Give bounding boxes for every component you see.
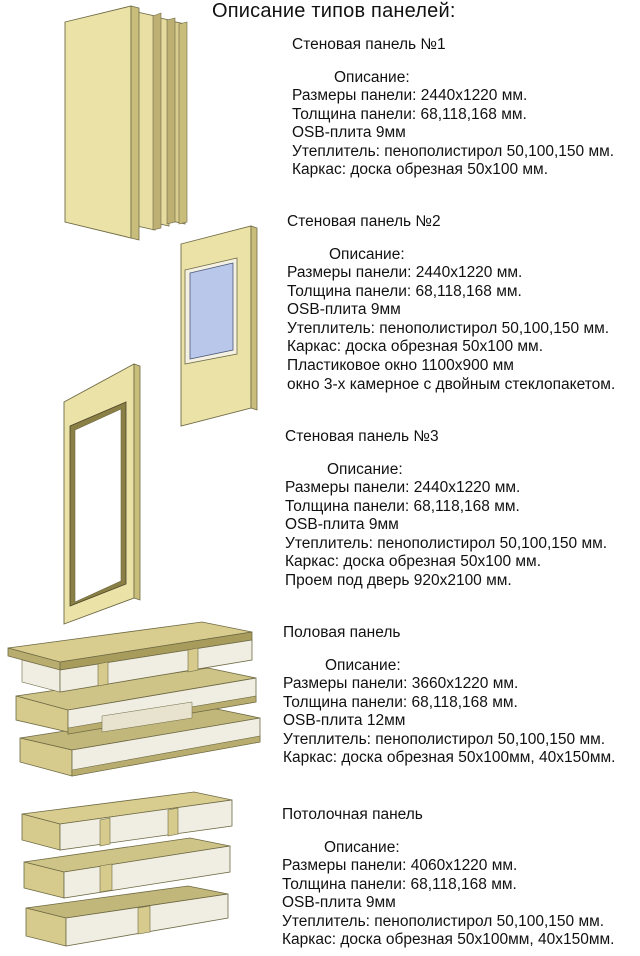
description-label: Описание:	[325, 657, 401, 674]
spec-line: Размеры панели: 2440x1220 мм.	[292, 87, 528, 104]
spec-line: Утеплитель: пенополистирол 50,100,150 мм.	[287, 319, 610, 337]
spec-line: Пластиковое окно 1100x900 мм	[287, 356, 514, 374]
spec-line: Размеры панели: 2440x1220 мм.	[287, 264, 523, 281]
ceiling-panel-illustration	[18, 790, 248, 950]
wall-panel-3-illustration	[60, 362, 150, 630]
spec-line: Размеры панели: 2440x1220 мм.	[285, 479, 521, 496]
spec-line: Толщина панели: 68,118,168 мм.	[285, 497, 520, 515]
spec-line: Каркас: доска обрезная 50x100 мм.	[287, 338, 543, 356]
spec-line: Утеплитель: пенополистирол 50,100,150 мм.	[282, 912, 605, 930]
spec-line: Каркас: доска обрезная 50x100мм, 40x150мм.	[282, 931, 615, 949]
section-title: Половая панель	[283, 624, 401, 641]
spec-line: OSB-плита 12мм	[283, 712, 406, 730]
spec-line: Размеры панели: 4060x1220 мм.	[282, 857, 518, 874]
section-title: Стеновая панель №3	[285, 428, 439, 445]
spec-line: Толщина панели: 68,118,168 мм.	[287, 282, 522, 300]
section-wall-panel-1	[292, 36, 614, 180]
spec-line: OSB-плита 9мм	[285, 516, 399, 534]
spec-line: Утеплитель: пенополистирол 50,100,150 мм.	[285, 534, 608, 552]
section-ceiling-panel	[282, 806, 614, 950]
section-title: Стеновая панель №1	[292, 36, 446, 53]
spec-line: Утеплитель: пенополистирол 50,100,150 мм.	[292, 142, 615, 160]
spec-line: OSB-плита 9мм	[292, 124, 406, 142]
description-label: Описание:	[334, 69, 410, 86]
spec-line: Толщина панели: 68,118,168 мм.	[282, 875, 517, 893]
wall-panel-1-illustration	[55, 2, 205, 242]
description-label: Описание:	[329, 246, 405, 263]
spec-line: Толщина панели: 68,118,168 мм.	[283, 693, 518, 711]
spec-line: Толщина панели: 68,118,168 мм.	[292, 105, 527, 123]
section-title: Потолочная панель	[282, 806, 423, 823]
description-label: Описание:	[324, 839, 400, 856]
spec-line: OSB-плита 9мм	[287, 301, 401, 319]
section-wall-panel-3	[285, 428, 607, 591]
spec-line: OSB-плита 9мм	[282, 894, 396, 912]
spec-line: Утеплитель: пенополистирол 50,100,150 мм.	[283, 730, 606, 748]
section-wall-panel-2	[287, 213, 615, 394]
wall-panel-2-illustration	[175, 222, 265, 428]
page-title: Описание типов панелей:	[212, 0, 456, 22]
floor-panel-illustration	[2, 620, 264, 780]
description-label: Описание:	[327, 461, 403, 478]
spec-line: Каркас: доска обрезная 50x100 мм.	[292, 161, 548, 179]
section-floor-panel	[283, 624, 615, 768]
spec-line: Каркас: доска обрезная 50x100 мм.	[285, 553, 541, 571]
spec-line: Каркас: доска обрезная 50x100мм, 40x150мм.	[283, 749, 616, 767]
spec-line: окно 3-х камерное с двойным стеклопакетом.	[287, 375, 616, 393]
section-title: Стеновая панель №2	[287, 213, 441, 230]
spec-line: Проем под дверь 920x2100 мм.	[285, 571, 512, 589]
spec-line: Размеры панели: 3660x1220 мм.	[283, 675, 519, 692]
